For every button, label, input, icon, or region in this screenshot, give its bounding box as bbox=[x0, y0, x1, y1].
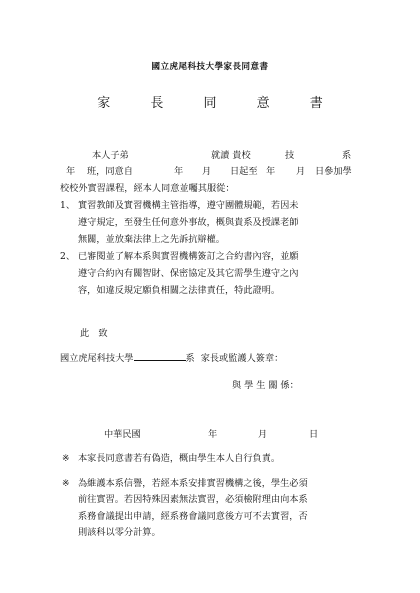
department-suffix: 系 bbox=[185, 353, 195, 364]
item2-line3: 容，如違反規定願負相關之法律責任，特此證明。 bbox=[78, 285, 281, 296]
intro-line2-e: 日起至 bbox=[230, 166, 258, 177]
item1-line2: 遵守規定，至發生任何意外事故，概與貴系及授課老師 bbox=[78, 217, 299, 228]
note2-line2: 前往實習。若因特殊因素無法實習，必須檢附理由向本系 bbox=[78, 494, 308, 505]
intro-line2-b: 班，同意自 bbox=[87, 166, 133, 177]
item1-marker: 1、 bbox=[60, 200, 76, 211]
intro-line1-b: 就讀 貴校 bbox=[211, 150, 251, 161]
intro-line2-h: 日參加學 bbox=[315, 166, 352, 177]
item2-line2: 遵守合約內有關智財、保密協定及其它需學生遵守之內 bbox=[78, 268, 299, 279]
document-header: 國立虎尾科技大學家長同意書 bbox=[151, 62, 269, 72]
note1-line1: 本家長同意書若有偽造，概由學生本人自行負責。 bbox=[78, 453, 281, 464]
school-name: 國立虎尾科技大學 bbox=[60, 353, 134, 364]
note2-marker: ※ bbox=[62, 478, 70, 489]
signature-line bbox=[60, 350, 283, 367]
intro-line3: 校校外實習課程，經本人同意並囑其服從： bbox=[60, 183, 235, 194]
item2-marker: 2、 bbox=[60, 251, 76, 262]
date-country: 中華民國 bbox=[104, 429, 141, 440]
date-day: 日 bbox=[309, 429, 319, 440]
salutation: 此 致 bbox=[80, 328, 108, 339]
item1-line1: 實習教師及實習機構主管指導，遵守團體規範，若因未 bbox=[78, 200, 299, 211]
date-year: 年 bbox=[208, 429, 218, 440]
intro-line1-c: 技 bbox=[285, 150, 295, 161]
note2-line4: 則該科以零分計算。 bbox=[78, 527, 161, 538]
note1-marker: ※ bbox=[62, 453, 70, 464]
intro-line1-a: 本人子弟 bbox=[92, 150, 129, 161]
intro-line1-d: 系 bbox=[342, 150, 352, 161]
item2-line1: 已審閱並了解本系與實習機構簽訂之合約書內容，並願 bbox=[78, 251, 299, 262]
note2-line1: 為維護本系信譽，若經本系安排實習機構之後，學生必須 bbox=[78, 478, 308, 489]
intro-line2-d: 月 bbox=[202, 166, 212, 177]
relation-label: 與 學 生 關 係： bbox=[232, 380, 299, 391]
date-month: 月 bbox=[258, 429, 268, 440]
intro-line2-g: 月 bbox=[296, 166, 306, 177]
department-blank[interactable] bbox=[134, 351, 186, 361]
guardian-signature-label: 家長或監護人簽章： bbox=[200, 353, 284, 364]
intro-line2-c: 年 bbox=[174, 166, 184, 177]
note2-line3: 系務會議提出申請，經系務會議同意後方可不去實習，否 bbox=[78, 511, 308, 522]
item1-line3: 無關，並放棄法律上之先訴抗辯權。 bbox=[78, 234, 225, 245]
intro-line2-a: 年 bbox=[66, 166, 76, 177]
document-title: 家 長 同 意 書 bbox=[97, 96, 341, 111]
intro-line2-f: 年 bbox=[266, 166, 276, 177]
